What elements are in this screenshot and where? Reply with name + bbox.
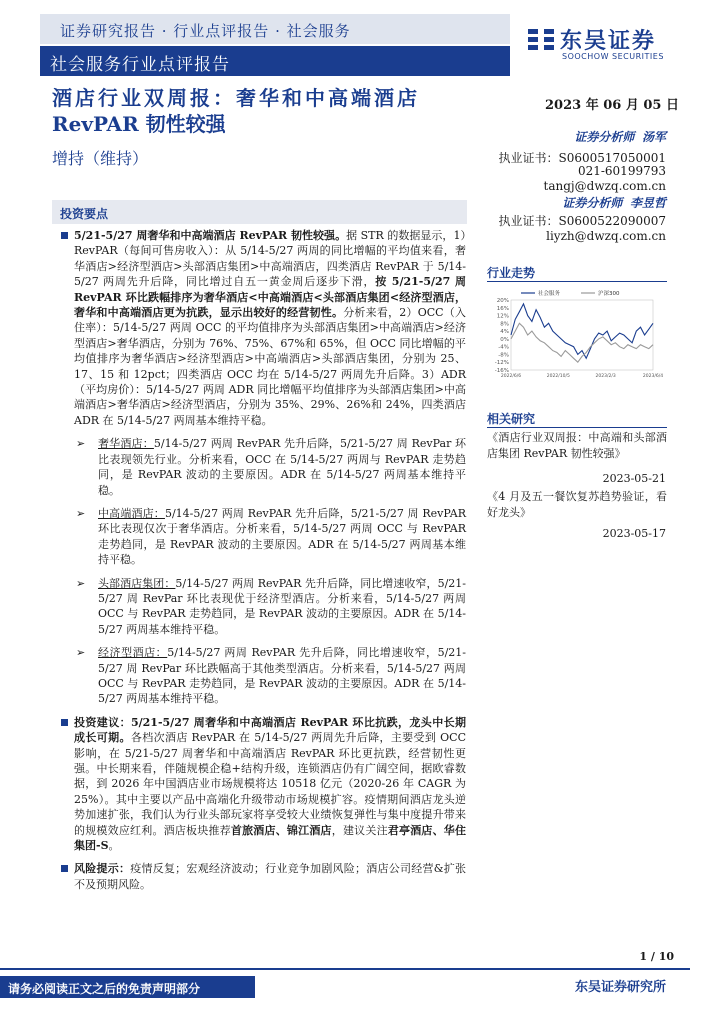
page-number: 1 / 10 xyxy=(639,950,674,963)
footer-org: 东吴证券研究所 xyxy=(574,980,666,995)
report-date: 2023 年 06 月 05 日 xyxy=(545,98,679,113)
logo-name: 东吴证券 xyxy=(560,29,657,54)
analyst-2-email[interactable]: liyzh@dwzq.com.cn xyxy=(546,229,666,243)
analyst-2-title: 证券分析师 李昱哲 xyxy=(562,196,666,210)
point-3: 风险提示：疫情反复；宏观经济波动；行业竞争加剧风险；酒店公司经营&扩张不及预期风险。 xyxy=(60,861,466,892)
y-tick-label: -8% xyxy=(498,352,509,359)
y-tick-label: 12% xyxy=(496,313,509,320)
x-tick-label: 2022/6/6 xyxy=(500,374,522,379)
legend-label-1: 沪深300 xyxy=(598,291,620,297)
point-1: 5/21-5/27 周奢华和中高端酒店 RevPAR 韧性较强。据 STR 的数据显示，1）RevPAR（每间可售房收入）：从 5/14-5/27 两周的同比增幅的平均值来看，奢华酒店>经济型酒店>头部酒店集团>中高端酒店，四类酒店 RevPAR 于 5/14-5/27 两周先升后降，同比增过自五一黄金周后逐步下滑，按 5/21-5/27 周 RevPAR 环比跌幅排序为奢华酒店<中高端酒店<头部酒店集团<经济型酒店，奢华和中高端酒店更为抗跌，显示出较好的经营韧性。分析来看，2）OCC（入住率）：5/14-5/27 两周 OCC 的平均值排序为头部酒店集团>中高端酒店>经济型酒店>奢华酒店，分别为 76%、75%、67%和 65%，但 OCC 同比增幅的平均值排序为奢华酒店>经济型酒店>中高端酒店>头部酒店集团，分别为 25、17、15 和 12pct；四类酒店 OCC 均在 5/14-5/27 两周先升后降。3）ADR（平均房价）：5/14-5/27 两周 ADR 同比增幅平均值排序为头部酒店集团>中高端酒店>奢华酒店>经济型酒店，分别为 35%、29%、26%和 24%，四类酒店 ADR 在 5/14-5/27 两周基本维持平稳。 xyxy=(60,228,466,428)
x-tick-label: 2023/2/3 xyxy=(595,374,616,379)
arrow-icon: ➢ xyxy=(76,576,86,590)
report-type-banner xyxy=(40,46,510,76)
related-date-2: 2023-05-17 xyxy=(602,527,666,540)
arrow-icon: ➢ xyxy=(76,437,86,451)
analyst-2-cert: 执业证书：S0600522090007 xyxy=(498,214,666,228)
plot-frame xyxy=(511,300,653,370)
analyst-1-title: 证券分析师 汤军 xyxy=(574,130,666,144)
y-tick-label: -4% xyxy=(498,344,509,351)
report-title-line1: 酒店行业双周报：奢华和中高端酒店 xyxy=(52,86,420,110)
disclaimer-text: 请务必阅读正文之后的免责声明部分 xyxy=(8,982,201,996)
related-date-1: 2023-05-21 xyxy=(602,472,666,485)
breadcrumb: 证券研究报告 · 行业点评报告 · 社会服务 xyxy=(60,22,351,40)
analyst-1-phone: 021-60199793 xyxy=(577,164,666,178)
logo-mark-icon xyxy=(526,26,556,56)
sub-point-top-groups: ➢ 头部酒店集团：5/14-5/27 两周 RevPAR 先升后降，同比增速收窄，5/21-5/27 周 RevPar 环比表现优于经济型酒店。分析来看，5/14-5/27 两周 OCC 与 RevPAR 走势趋同，是 RevPAR 波动的主要原因。ADR 在 5/14-5/27 两周基本维持平稳。 xyxy=(76,576,467,636)
sub-point-midscale: ➢ 中高端酒店：5/14-5/27 两周 RevPAR 先升后降，5/21-5/27 周 RevPAR 环比表现仅次于奢华酒店。分析来看，5/14-5/27 两周 OCC 与 RevPAR 走势趋同，是 RevPAR 波动的主要原因。ADR 在 5/14-5/27 两周基本维持平稳。 xyxy=(76,506,466,567)
main-text xyxy=(60,228,466,892)
report-type: 社会服务行业点评报告 xyxy=(50,55,230,75)
sub-point-luxury: ➢ 奢华酒店：5/14-5/27 两周 RevPAR 先升后降，5/21-5/27 周 RevPar 环比表现领先行业。分析来看，OCC 在 5/14-5/27 两周与 RevPAR 走势趋同，是 RevPAR 波动的主要原因。ADR 在 5/14-5/27 两周基本维持平稳。 xyxy=(76,437,467,497)
section-header-band xyxy=(52,200,467,224)
report-title-line2: RevPAR 韧性较强 xyxy=(52,112,226,136)
y-tick-label: 0% xyxy=(500,336,509,343)
related-heading: 相关研究 xyxy=(487,412,536,426)
x-tick-label: 2022/10/5 xyxy=(546,374,570,379)
divider xyxy=(487,427,667,428)
y-tick-label: 16% xyxy=(496,305,509,312)
sub-point-economy: ➢ 经济型酒店：5/14-5/27 两周 RevPAR 先升后降，同比增速收窄，5/21-5/27 周 RevPar 环比跌幅高于其他类型酒店。分析来看，5/14-5/27 两周 OCC 与 RevPAR 走势趋同，是 RevPAR 波动的主要原因。ADR 在 5/14-5/27 两周基本维持平稳。 xyxy=(76,646,467,706)
analyst-1-email[interactable]: tangj@dwzq.com.cn xyxy=(543,179,666,193)
related-item-2[interactable]: 《4 月及五一餐饮复苏趋势验证，看好龙头》 xyxy=(487,490,667,519)
footer-rule xyxy=(0,968,690,970)
trend-chart xyxy=(487,288,664,383)
point-2: 投资建议：5/21-5/27 周奢华和中高端酒店 RevPAR 环比抗跌，龙头中长期成长可期。各档次酒店 RevPAR 在 5/14-5/27 两周先升后降，主要受到 OCC 影响，在 5/21-5/27 周奢华和中高端酒店 RevPAR 环比更抗跌，经营韧性更强。中长期来看，伴随规模企稳+结构升级，连锁酒店仍有广阔空间，据欧睿数据，到 2026 年中国酒店业市场规模将达 10518 亿元（2020-26 年 CAGR 为 25%）。其中主要以产品中高端化升级带动市场规模扩容。疫情期间酒店龙头逆势加速扩张，我们认为行业头部玩家将享受较大业绩恢复弹性与集中度提升带来的规模效应红利。酒店板块推荐首旅酒店、锦江酒店，建议关注君亭酒店、华住集团-S。 xyxy=(60,715,466,854)
y-tick-label: -16% xyxy=(494,368,509,374)
divider xyxy=(487,281,667,282)
legend-label-0: 社会服务 xyxy=(538,291,561,297)
disclaimer-banner xyxy=(0,976,255,998)
analyst-1-cert: 执业证书：S0600517050001 xyxy=(498,151,666,165)
section-heading: 投资要点 xyxy=(60,207,109,221)
arrow-icon: ➢ xyxy=(76,506,86,520)
arrow-icon: ➢ xyxy=(76,646,86,660)
x-tick-label: 2023/6/4 xyxy=(642,374,664,379)
logo-subtitle: SOOCHOW SECURITIES xyxy=(562,52,664,61)
y-tick-label: 20% xyxy=(496,298,509,304)
y-tick-label: 4% xyxy=(500,329,509,336)
rating: 增持（维持） xyxy=(52,149,149,168)
y-tick-label: -12% xyxy=(494,360,509,367)
related-item-1[interactable]: 《酒店行业双周报：中高端和头部酒店集团 RevPAR 韧性较强》 xyxy=(487,431,667,460)
company-logo xyxy=(524,24,699,64)
trend-heading: 行业走势 xyxy=(487,266,536,280)
y-tick-label: 8% xyxy=(500,321,509,328)
